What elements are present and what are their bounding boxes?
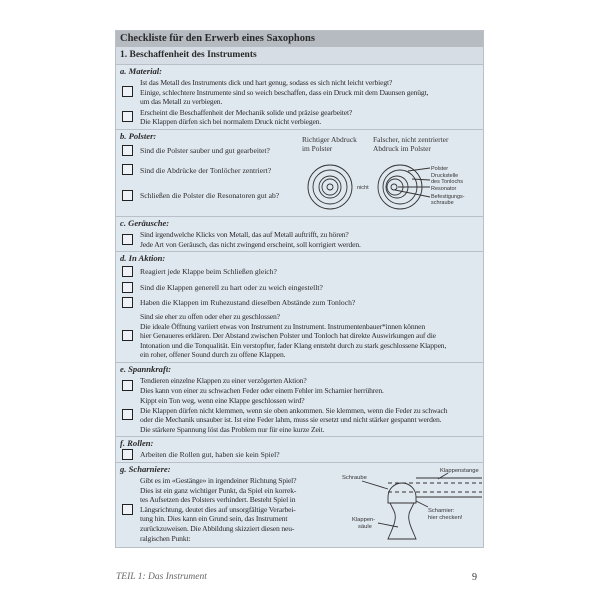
pad-impression-diagram	[300, 134, 483, 214]
checklist-item	[120, 230, 479, 249]
item-text: oder die Mechanik unsauber ist. Ist eine Feder lahm, muss sie ersetzt und nicht stärker gespannt werden.	[140, 415, 442, 425]
svg-text:Klappen-: Klappen-	[352, 517, 376, 524]
checklist-title: Checkliste für den Erwerb eines Saxophons	[116, 31, 483, 47]
item-text: ralgischen Punkt:	[140, 533, 191, 543]
wrong-pad-icon	[378, 165, 430, 209]
item-text: Haben die Klappen im Ruhezustand dieselben Abstände zum Tonloch?	[140, 298, 356, 308]
material-block	[116, 65, 483, 130]
svg-text:Schraube: Schraube	[342, 475, 367, 482]
item-text: Die Klappen dürfen sich bei normalem Druck nicht verbiegen.	[140, 117, 322, 127]
geraeusche-block	[116, 217, 483, 252]
checklist-item	[120, 476, 330, 543]
svg-text:Polster: Polster	[431, 165, 449, 172]
checklist-item	[120, 376, 479, 395]
checkbox[interactable]	[122, 297, 133, 308]
subsection-label: g. Scharniere:	[120, 464, 171, 475]
checkbox[interactable]	[122, 266, 133, 277]
svg-text:Abdruck im Polster: Abdruck im Polster	[373, 143, 431, 153]
subsection-label: d. In Aktion:	[120, 253, 166, 264]
checkbox[interactable]	[122, 190, 133, 201]
checkbox[interactable]	[122, 282, 133, 293]
item-text: Sind irgendwelche Klicks von Metall, das auf Metall auftrifft, zu hören?	[140, 229, 349, 239]
svg-text:Klappenstange: Klappenstange	[440, 468, 479, 475]
checklist-item	[120, 298, 479, 308]
svg-text:des Tonlochs: des Tonlochs	[431, 178, 464, 185]
svg-text:Scharnier:: Scharnier:	[428, 508, 455, 515]
item-text: Intonation und die Tonqualität. Ein verstopfter, fader Klang entsteht durch zu stark geschlossene Klappen,	[140, 340, 447, 350]
subsection-label: c. Geräusche:	[120, 217, 170, 228]
checkbox[interactable]	[122, 330, 133, 341]
scharniere-block	[116, 463, 483, 547]
item-text: tes Aufsetzen des Polsters verhindert. Besteht Spiel in	[140, 495, 296, 505]
rollen-block	[116, 437, 483, 463]
svg-text:Falscher, nicht zentrierter: Falscher, nicht zentrierter	[373, 134, 449, 144]
svg-text:Richtiger Abdruck: Richtiger Abdruck	[302, 134, 357, 144]
checkbox[interactable]	[122, 409, 133, 420]
correct-pad-icon	[308, 165, 352, 209]
checkbox[interactable]	[122, 86, 133, 97]
checkbox[interactable]	[122, 234, 133, 245]
item-text: Die ideale Öffnung variiert etwas von Instrument zu Instrument. Instrumentenbauer*innen können	[140, 321, 425, 331]
checkbox[interactable]	[122, 504, 133, 515]
item-text: Einige, schlechtere Instrumente sind so weich beschaffen, dass ein Druck mit dem Daunsen genügt,	[140, 87, 429, 97]
svg-text:im Polster: im Polster	[302, 143, 333, 153]
checklist-item	[120, 396, 479, 434]
item-text: Die stärkere Spannung löst das Problem nur für eine kurze Zeit.	[140, 424, 325, 434]
svg-text:Befestigungs-: Befestigungs-	[431, 193, 465, 200]
subsection-label: a. Material:	[120, 66, 163, 76]
item-text: Sind die Klappen generell zu hart oder zu weich eingestellt?	[140, 282, 323, 292]
svg-text:hier checken!: hier checken!	[428, 515, 463, 522]
item-text: tung hin. Dies kann ein Grund sein, das Instrument	[140, 514, 288, 524]
item-text: um das Metall zu verbiegen.	[140, 97, 223, 107]
item-text: Längsrichtung, deutet dies auf unsorgfältige Verarbei-	[140, 504, 296, 514]
section-heading: 1. Beschaffenheit des Instruments	[116, 47, 483, 65]
item-text: Reagiert jede Klappe beim Schließen gleich?	[140, 267, 277, 277]
item-text: Sind sie eher zu offen oder eher zu geschlossen?	[140, 311, 280, 321]
checklist-item	[120, 450, 479, 460]
hinge-diagram	[334, 463, 484, 543]
checkbox[interactable]	[122, 145, 133, 156]
item-text: Sind die Abdrücke der Tonlöcher zentriert?	[140, 165, 272, 175]
svg-text:säule: säule	[358, 524, 372, 531]
checklist-box	[115, 30, 484, 548]
page-number: 9	[472, 572, 477, 583]
checkbox[interactable]	[122, 111, 133, 122]
item-text: Dies kann von einer zu schwachen Feder oder einem Fehler im Scharnier herrühren.	[140, 385, 384, 395]
item-text: Tendieren einzelne Klappen zu einer verzögerten Aktion?	[140, 375, 307, 385]
footer-chapter: TEIL 1: Das Instrument	[116, 572, 207, 582]
item-text: hier Genaueres erklären. Der Abstand zwischen Polster und Tonloch hat direkte Auswirkungen auf die	[140, 331, 436, 341]
subsection-label: b. Polster:	[120, 130, 157, 141]
svg-text:schraube: schraube	[431, 199, 454, 206]
item-text: Die Klappen dürfen nicht klemmen, wenn sie oben ankommen. Sie klemmen, wenn die Feder zu schwach	[140, 405, 448, 415]
svg-text:Druckstelle: Druckstelle	[431, 172, 459, 179]
svg-text:Resonator: Resonator	[431, 185, 457, 192]
svg-text:nicht: nicht	[357, 184, 369, 191]
item-text: zurückzuweisen. Die Abbildung skizziert diesen neu-	[140, 524, 295, 534]
checkbox[interactable]	[122, 380, 133, 391]
subsection-label: e. Spannkraft:	[120, 363, 172, 374]
subsection-label: f. Rollen:	[120, 438, 154, 449]
checkbox[interactable]	[122, 164, 133, 175]
checkbox[interactable]	[122, 449, 133, 460]
item-text: Schließen die Polster die Resonatoren gut ab?	[140, 191, 280, 201]
checklist-item	[120, 312, 479, 360]
item-text: Erscheint die Beschaffenheit der Mechanik solide und präzise gearbeitet?	[140, 107, 353, 117]
item-text: Sind die Polster sauber und gut gearbeitet?	[140, 145, 270, 155]
item-text: Arbeiten die Rollen gut, haben sie kein Spiel?	[140, 450, 280, 460]
item-text: ein roher, offener Sound durch zu offene Klappen.	[140, 350, 286, 360]
item-text: Ist das Metall des Instruments dick und hart genug, sodass es sich nicht leicht verbiegt?	[140, 78, 393, 87]
item-text: Kippt ein Ton weg, wenn eine Klappe geschlossen wird?	[140, 396, 305, 406]
item-text: Gibt es im «Gestänge» in irgendeiner Richtung Spiel?	[140, 476, 297, 486]
aktion-block	[116, 252, 483, 363]
checklist-item	[120, 78, 479, 107]
checklist-item	[120, 108, 479, 127]
spannkraft-block	[116, 363, 483, 438]
checklist-item	[120, 283, 479, 293]
polster-block	[116, 130, 483, 217]
item-text: Dies ist ein ganz wichtiger Punkt, da Spiel ein korrek-	[140, 485, 297, 495]
item-text: Jede Art von Geräusch, das nicht zwingend erscheint, soll korrigiert werden.	[140, 239, 361, 249]
checklist-item	[120, 267, 479, 277]
